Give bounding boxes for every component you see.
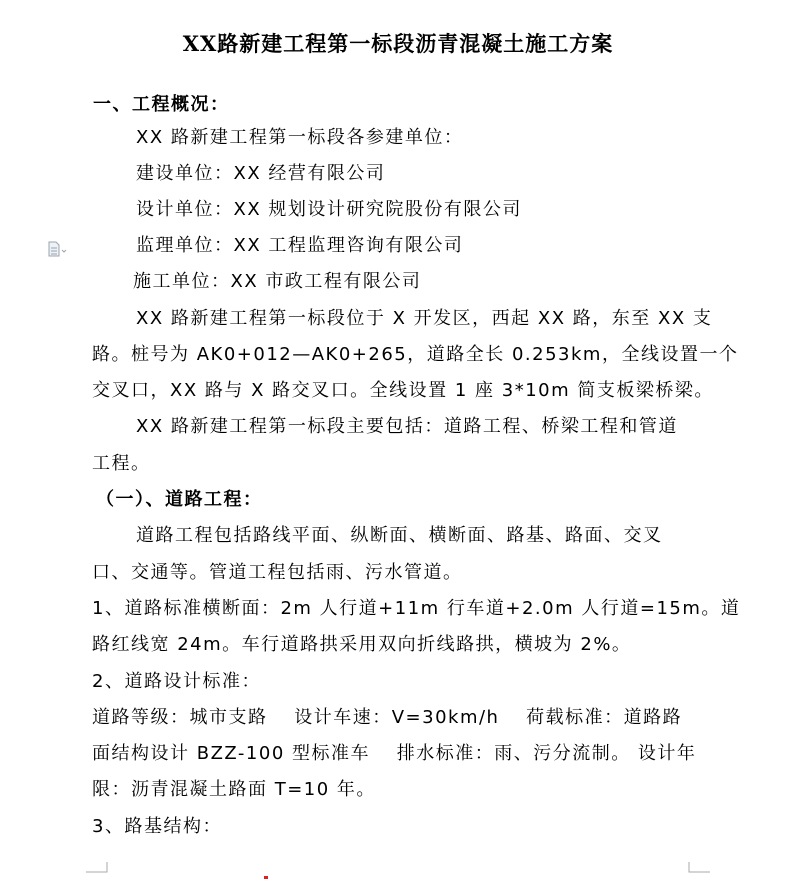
paragraph-line: 3、路基结构： (92, 816, 222, 837)
paragraph-line: 建设单位：XX 经营有限公司 (136, 163, 386, 184)
paragraph-line: 口、交通等。管道工程包括雨、污水管道。 (92, 562, 463, 583)
paragraph-line: 1、道路标准横断面：2m 人行道+11m 行车道+2.0m 人行道=15m。道 (92, 598, 741, 619)
page-corner-mark-left (86, 862, 108, 880)
paragraph-line: 道路等级：城市支路 设计车速：V=30km/h 荷载标准：道路路 (92, 707, 683, 728)
paragraph-line: 限：沥青混凝土路面 T=10 年。 (92, 779, 376, 800)
paragraph-line: XX 路新建工程第一标段主要包括：道路工程、桥梁工程和管道 (136, 416, 678, 437)
paragraph-line: 2、道路设计标准： (92, 671, 261, 692)
page-corner-mark-right (688, 862, 710, 880)
paragraph-line: XX 路新建工程第一标段位于 X 开发区，西起 XX 路，东至 XX 支 (136, 308, 713, 329)
paragraph-line: 路。桩号为 AK0+012—AK0+265，道路全长 0.253km，全线设置一个 (92, 344, 739, 365)
document-title: XX路新建工程第一标段沥青混凝土施工方案 (182, 31, 614, 56)
paragraph-line: 道路工程包括路线平面、纵断面、横断面、路基、路面、交叉 (136, 525, 663, 546)
paragraph-line: 设计单位：XX 规划设计研究院股份有限公司 (136, 199, 522, 220)
paragraph-line: 施工单位：XX 市政工程有限公司 (133, 271, 422, 292)
paragraph-line: XX 路新建工程第一标段各参建单位： (136, 127, 464, 148)
section-heading-road: （一）、道路工程： (96, 489, 263, 510)
paragraph-line: 监理单位：XX 工程监理咨询有限公司 (136, 235, 464, 256)
paragraph-line: 交叉口，XX 路与 X 路交叉口。全线设置 1 座 3*10m 简支板梁桥梁。 (92, 380, 714, 401)
section-heading-overview: 一、工程概况： (93, 94, 230, 115)
paragraph-line: 路红线宽 24m。车行道路拱采用双向折线路拱，横坡为 2%。 (92, 634, 632, 655)
paragraph-line: 工程。 (92, 453, 151, 474)
document-icon[interactable] (47, 241, 67, 257)
paragraph-line: 面结构设计 BZZ-100 型标准车 排水标准：雨、污分流制。 设计年 (92, 743, 697, 764)
